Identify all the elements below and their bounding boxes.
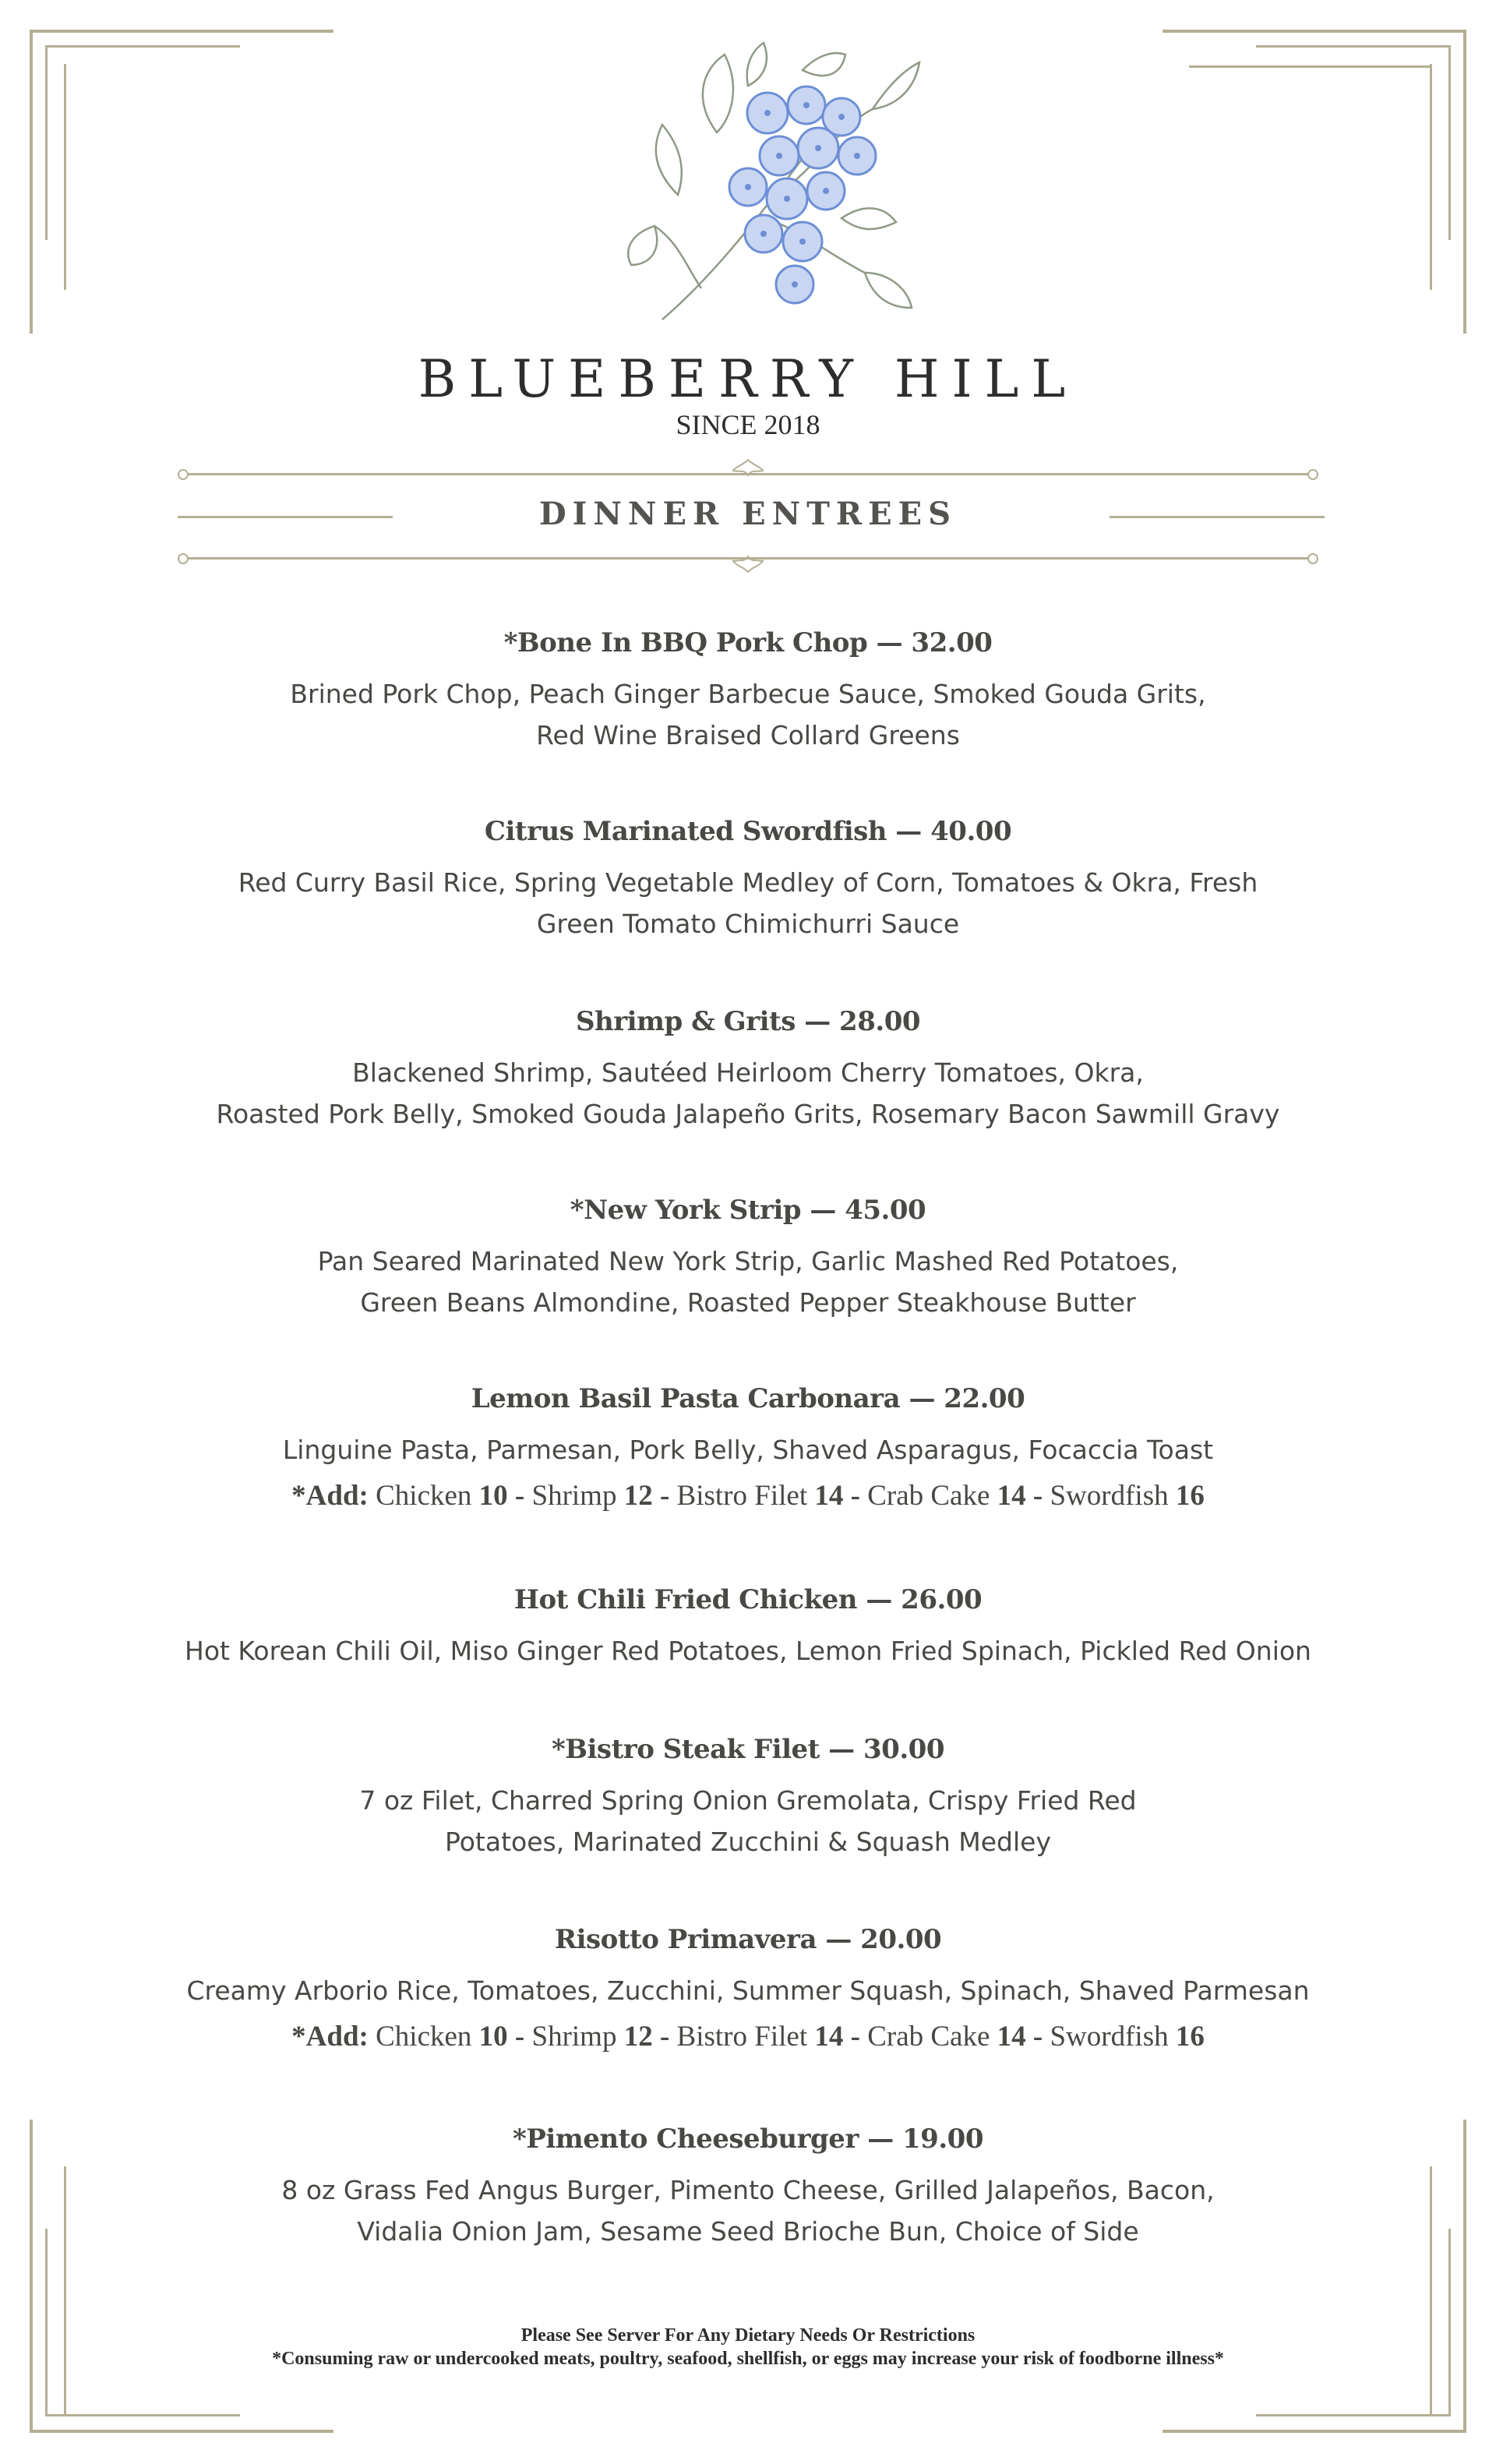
addon-separator: -	[1032, 2021, 1043, 2053]
desc-line: Creamy Arborio Rice, Tomatoes, Zucchini, Summer Squash, Spinach, Shaved Parmesan	[186, 1975, 1310, 2006]
desc-line: Brined Pork Chop, Peach Ginger Barbecue Sauce, Smoked Gouda Grits,	[290, 679, 1206, 709]
addon-price: 14	[997, 1480, 1026, 1512]
item-description	[140, 673, 1356, 756]
addons-label: *Add:	[291, 2021, 369, 2053]
desc-line: Red Curry Basil Rice, Spring Vegetable Medley of Corn, Tomatoes & Okra, Fresh	[238, 867, 1258, 898]
addon-price: 10	[478, 1480, 508, 1512]
desc-line: 7 oz Filet, Charred Spring Onion Gremolata, Crispy Fried Red	[359, 1785, 1137, 1816]
menu-item-risotto	[0, 1922, 1496, 2056]
addon-price: 12	[623, 2021, 653, 2053]
item-description	[140, 2169, 1356, 2252]
menu-item-new-york-strip	[0, 1192, 1496, 1323]
blueberry-branch-icon	[608, 39, 935, 335]
addons-label: *Add:	[291, 1480, 369, 1512]
addon-price: 10	[478, 2021, 508, 2053]
addon-price: 14	[997, 2021, 1026, 2053]
item-title: Risotto Primavera — 20.00	[554, 1924, 942, 1955]
addon-separator: -	[850, 2021, 860, 2053]
addon-name: Crab Cake	[867, 2021, 990, 2053]
addon-name: Crab Cake	[867, 1480, 990, 1512]
addon-price: 16	[1175, 2021, 1205, 2053]
addon-price: 14	[814, 2021, 844, 2053]
desc-line: Roasted Pork Belly, Smoked Gouda Jalapeño Grits, Rosemary Bacon Sawmill Gravy	[216, 1099, 1280, 1129]
desc-line: Red Wine Braised Collard Greens	[536, 720, 960, 750]
item-description	[140, 1970, 1356, 2011]
desc-line: Green Beans Almondine, Roasted Pepper Steakhouse Butter	[360, 1287, 1136, 1318]
menu-item-swordfish	[0, 814, 1496, 944]
addon-separator: -	[1032, 1480, 1043, 1512]
addon-separator: -	[659, 1480, 670, 1512]
item-description	[140, 1780, 1356, 1862]
item-title: Lemon Basil Pasta Carbonara — 22.00	[471, 1383, 1025, 1414]
desc-line: Blackened Shrimp, Sautéed Heirloom Cherry Tomatoes, Okra,	[352, 1057, 1144, 1088]
desc-line: Vidalia Onion Jam, Sesame Seed Brioche Bun, Choice of Side	[357, 2216, 1139, 2247]
item-description	[140, 1052, 1356, 1135]
desc-line: Hot Korean Chili Oil, Miso Ginger Red Potatoes, Lemon Fried Spinach, Pickled Red Onion	[185, 1636, 1311, 1666]
item-description	[140, 1630, 1356, 1671]
menu-item-hot-chili-chicken	[0, 1582, 1496, 1671]
addon-name: Shrimp	[531, 1480, 617, 1512]
item-title: *Bone In BBQ Pork Chop — 32.00	[503, 627, 993, 658]
menu-item-pimento-cheeseburger	[0, 2121, 1496, 2252]
item-title: *Bistro Steak Filet — 30.00	[552, 1734, 944, 1765]
desc-line: Linguine Pasta, Parmesan, Pork Belly, Shaved Asparagus, Focaccia Toast	[282, 1435, 1214, 1465]
addon-separator: -	[850, 1480, 860, 1512]
menu-item-bbq-pork-chop	[0, 625, 1496, 756]
addons-line	[0, 2017, 1496, 2056]
addon-name: Chicken	[376, 2021, 472, 2053]
addon-name: Shrimp	[531, 2021, 617, 2053]
item-title: *Pimento Cheeseburger — 19.00	[513, 2123, 983, 2155]
consumption-warning: *Consuming raw or undercooked meats, poultry, seafood, shellfish, or eggs may increase your risk of foodborne illness*	[272, 2349, 1224, 2369]
item-description	[140, 862, 1356, 944]
addon-price: 14	[814, 1480, 844, 1512]
item-title: Citrus Marinated Swordfish — 40.00	[484, 816, 1012, 847]
addon-name: Chicken	[376, 1480, 472, 1512]
menu-item-pasta-carbonara	[0, 1381, 1496, 1516]
dietary-note: Please See Server For Any Dietary Needs Or Restrictions	[520, 2325, 976, 2346]
desc-line: Pan Seared Marinated New York Strip, Garlic Mashed Red Potatoes,	[317, 1246, 1179, 1276]
addon-separator: -	[514, 1480, 525, 1512]
addon-separator: -	[659, 2021, 670, 2053]
addon-name: Swordfish	[1050, 1480, 1169, 1512]
addon-name: Bistro Filet	[676, 2021, 808, 2053]
item-description	[140, 1241, 1356, 1323]
addon-price: 16	[1175, 1480, 1205, 1512]
addon-name: Bistro Filet	[676, 1480, 808, 1512]
menu-item-shrimp-grits	[0, 1004, 1496, 1135]
addon-name: Swordfish	[1050, 2021, 1169, 2053]
desc-line: Green Tomato Chimichurri Sauce	[536, 909, 960, 939]
addon-price: 12	[623, 1480, 653, 1512]
item-title: Shrimp & Grits — 28.00	[575, 1006, 921, 1037]
item-title: *New York Strip — 45.00	[570, 1195, 926, 1226]
brand-name: BLUEBERRY HILL	[418, 349, 1078, 409]
brand-since: SINCE 2018	[676, 409, 820, 440]
section-title: DINNER ENTREES	[538, 496, 958, 532]
footer-notice	[0, 2324, 1496, 2370]
item-description	[140, 1429, 1356, 1470]
menu-item-bistro-steak	[0, 1732, 1496, 1862]
addon-separator: -	[514, 2021, 525, 2053]
desc-line: 8 oz Grass Fed Angus Burger, Pimento Cheese, Grilled Jalapeños, Bacon,	[281, 2175, 1215, 2205]
desc-line: Potatoes, Marinated Zucchini & Squash Medley	[445, 1827, 1051, 1857]
item-title: Hot Chili Fried Chicken — 26.00	[513, 1584, 983, 1615]
addons-line	[0, 1477, 1496, 1516]
